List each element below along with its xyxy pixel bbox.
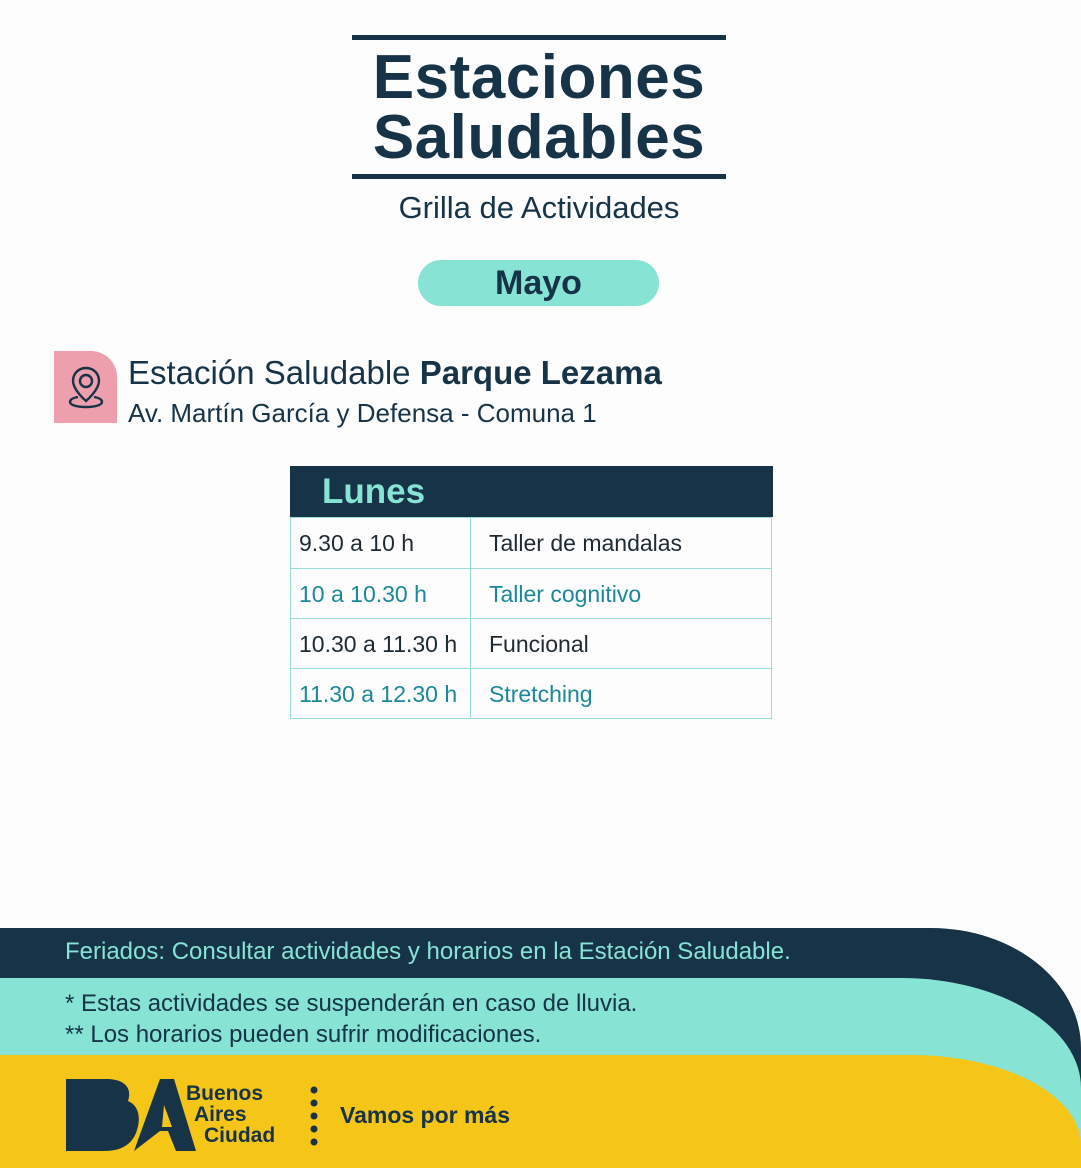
logo-wordmark bbox=[186, 1083, 275, 1146]
table-row bbox=[291, 618, 771, 668]
slogan: Vamos por más bbox=[340, 1102, 511, 1128]
time-cell: 10 a 10.30 h bbox=[291, 569, 471, 618]
map-pin-icon bbox=[67, 365, 105, 409]
activity-cell: Taller cognitivo bbox=[489, 581, 642, 607]
dots-separator-icon bbox=[309, 1086, 319, 1146]
table-row bbox=[291, 668, 771, 718]
table-row bbox=[291, 568, 771, 618]
time-cell: 10.30 a 11.30 h bbox=[291, 619, 471, 668]
rain-note: * Estas actividades se suspenderán en caso de lluvia. bbox=[65, 990, 638, 1017]
location-name bbox=[128, 354, 662, 392]
title-bottom-rule bbox=[352, 174, 726, 179]
activity-cell: Funcional bbox=[489, 631, 589, 657]
time-cell: 9.30 a 10 h bbox=[291, 518, 471, 568]
location-address: Av. Martín García y Defensa - Comuna 1 bbox=[128, 398, 597, 428]
activity-cell: Stretching bbox=[489, 681, 593, 707]
svg-text:BA: BA bbox=[130, 1137, 132, 1138]
month-badge: Mayo bbox=[418, 260, 659, 306]
day-header: Lunes bbox=[290, 466, 773, 517]
page-title-line-1: Estaciones bbox=[372, 43, 706, 112]
activity-cell: Taller de mandalas bbox=[489, 530, 683, 556]
holiday-notice: Feriados: Consultar actividades y horarios en la Estación Saludable. bbox=[65, 938, 791, 965]
table-row bbox=[291, 518, 771, 568]
page-title-line-2: Saludables bbox=[372, 103, 706, 172]
location-marker bbox=[54, 351, 117, 423]
schedule-table bbox=[290, 517, 772, 719]
logo-word-buenos: Buenos bbox=[186, 1082, 264, 1105]
time-cell: 11.30 a 12.30 h bbox=[291, 669, 471, 718]
logo-word-aires: Aires bbox=[194, 1103, 247, 1126]
location-name-prefix: Estación Saludable bbox=[128, 354, 411, 391]
schedule-change-note: ** Los horarios pueden sufrir modificaciones. bbox=[65, 1021, 542, 1048]
title-top-rule bbox=[352, 35, 726, 40]
logo-word-ciudad: Ciudad bbox=[204, 1124, 276, 1147]
location-name-bold: Parque Lezama bbox=[419, 354, 662, 391]
ba-logo-icon bbox=[64, 1077, 196, 1153]
page-subtitle: Grilla de Actividades bbox=[398, 190, 680, 225]
